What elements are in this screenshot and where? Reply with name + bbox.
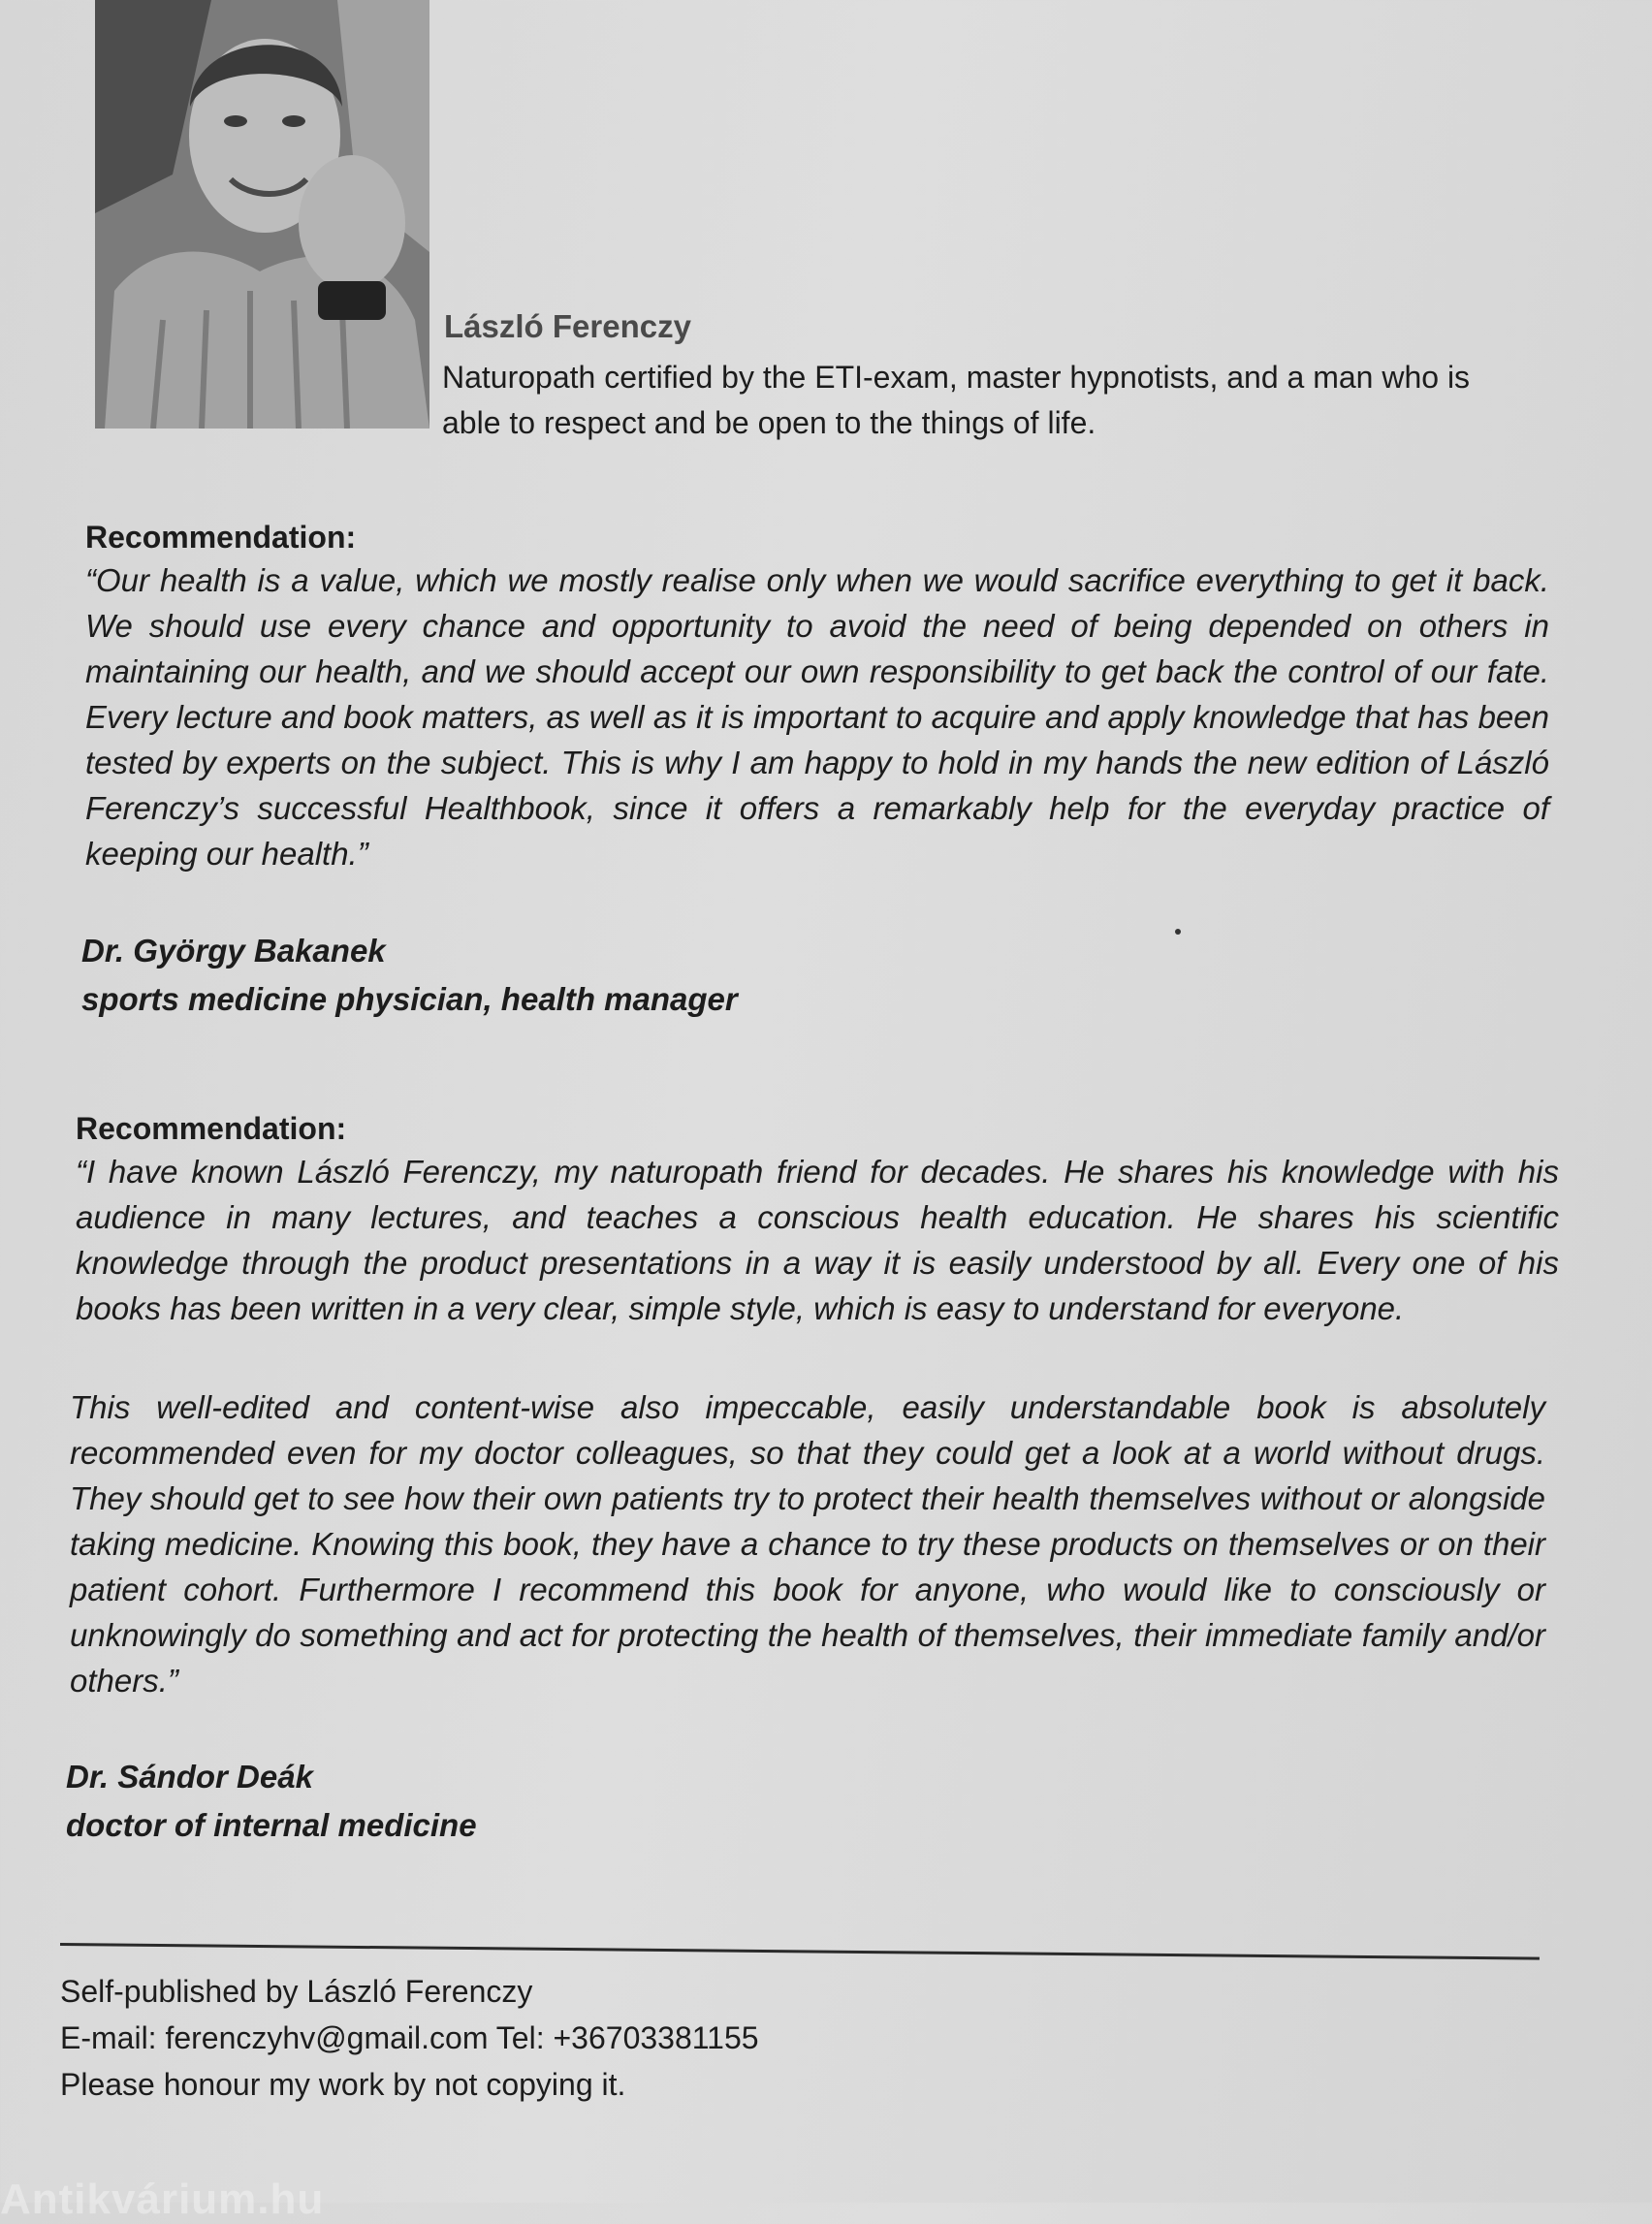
recommendation-2-signature [66, 1753, 477, 1850]
recommendation-1-signature [81, 927, 738, 1024]
contact-info: E-mail: ferenczyhv@gmail.com Tel: +36703381155 [60, 2020, 759, 2055]
author-portrait-image [95, 0, 429, 429]
author-name: László Ferenczy [444, 308, 691, 344]
signer-name: Dr. György Bakanek [81, 933, 386, 969]
author-photo [95, 0, 429, 429]
footer-divider [60, 1943, 1540, 1960]
recommendation-1 [0, 520, 1652, 876]
recommendation-heading: Recommendation: [76, 1111, 347, 1146]
signer-title: doctor of internal medicine [66, 1807, 477, 1843]
watermark: Antikvárium.hu [0, 2176, 325, 2223]
recommendation-quote-paragraph: This well-edited and content-wise also impeccable, easily understandable book is absolutely recommended even for my doctor colleagues, so that they could get a look at a world without drugs. They should get to see how their own patients try to protect their health themselves without or alongside taking medicine. Knowing this book, they have a chance to try these products on themselves or on their patient cohort. Furthermore I recommend this book for anyone, who would like to consciously or unknowingly do something and act for protecting the health of themselves, their immediate family and/or others.” [70, 1389, 1545, 1699]
recommendation-2 [0, 1111, 1652, 1331]
recommendation-heading: Recommendation: [85, 520, 357, 555]
author-description: Naturopath certified by the ETI-exam, master hypnotists, and a man who is able to respect and be open to the things of life. [442, 360, 1471, 440]
print-speck [1175, 929, 1181, 935]
signer-title: sports medicine physician, health manager [81, 981, 738, 1017]
copy-notice: Please honour my work by not copying it. [60, 2067, 626, 2102]
publisher-footer [60, 1968, 759, 2108]
signer-name: Dr. Sándor Deák [66, 1759, 313, 1795]
published-by: Self-published by László Ferenczy [60, 1974, 533, 2009]
recommendation-quote-paragraph: “I have known László Ferenczy, my naturopath friend for decades. He shares his knowledge with his audience in many lectures, and teaches a conscious health education. He shares his scientific knowledge through the product presentations in a way it is easily understood by all. Every one of his books has been written in a very clear, simple style, which is easy to understand for everyone. [76, 1154, 1559, 1326]
recommendation-quote: “Our health is a value, which we mostly realise only when we would sacrifice everything to get it back. We should use every chance and opportunity to avoid the need of being depended on others in maintaining our health, and we should accept our own responsibility to get back the control of our fate. Every lecture and book matters, as well as it is important to acquire and apply knowledge that has been tested by experts on the subject. This is why I am happy to hold in my hands the new edition of László Ferenczy’s successful Healthbook, since it offers a remarkably help for the everyday practice of keeping our health.” [85, 562, 1549, 872]
